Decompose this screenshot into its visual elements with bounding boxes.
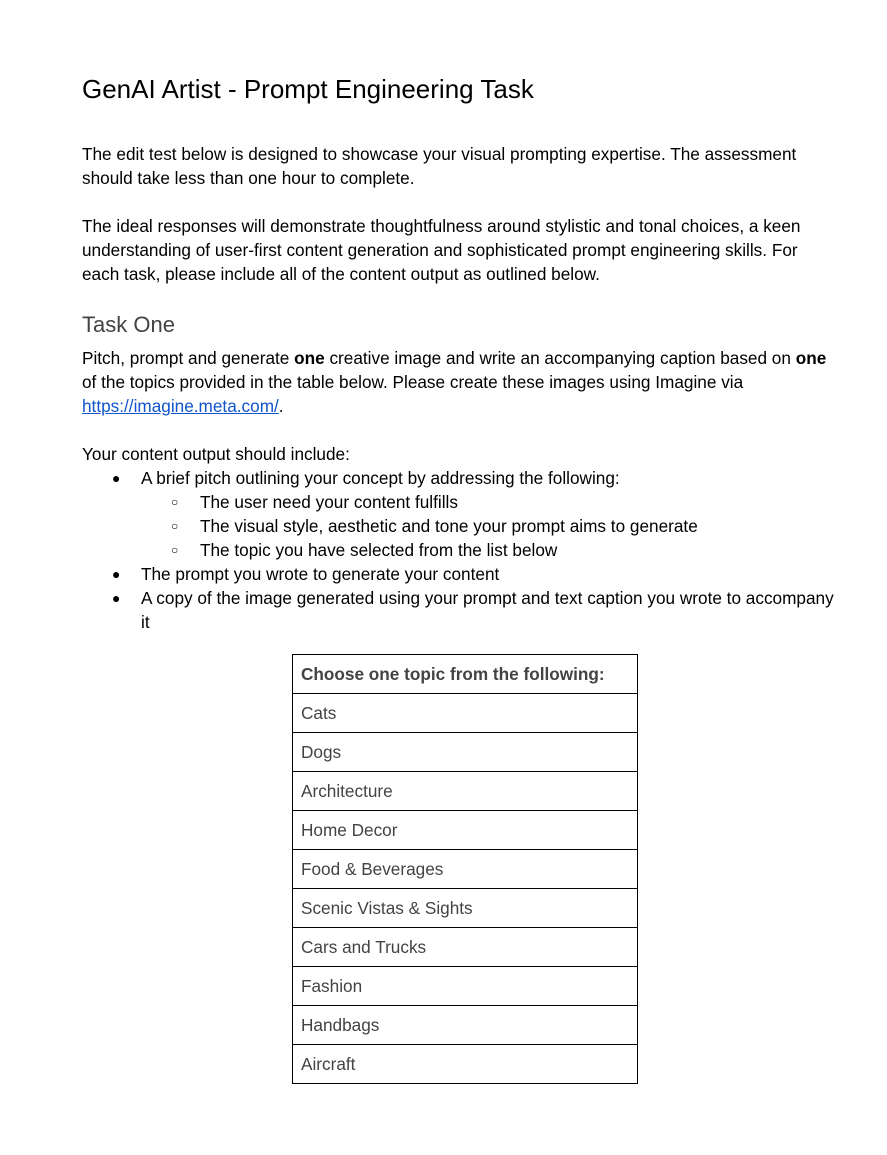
table-row (293, 772, 638, 811)
intro-paragraph-1: The edit test below is designed to showcase your visual prompting expertise. The assessment should take less than one hour to complete. (82, 144, 797, 188)
topic-cell: Scenic Vistas & Sights (293, 889, 638, 928)
list-item-text: A copy of the image generated using your prompt and text caption you wrote to accompany it (141, 588, 834, 632)
topic-cell: Handbags (293, 1006, 638, 1045)
table-row (293, 733, 638, 772)
table-row (293, 967, 638, 1006)
document-title: GenAI Artist - Prompt Engineering Task (82, 74, 534, 104)
table-header-row (293, 655, 638, 694)
circle-bullet-icon: ○ (171, 519, 179, 533)
task-text-part3: of the topics provided in the table below. Please create these images using Imagine via (82, 372, 744, 392)
circle-bullet-icon: ○ (171, 543, 179, 557)
topic-cell: Dogs (293, 733, 638, 772)
circle-bullet-icon: ○ (171, 495, 179, 509)
sub-list-item-text: The user need your content fulfills (200, 492, 458, 512)
table-row (293, 850, 638, 889)
output-list (82, 466, 837, 634)
topic-cell: Cars and Trucks (293, 928, 638, 967)
output-intro: Your content output should include: (82, 444, 350, 464)
list-item-text: The prompt you wrote to generate your content (141, 564, 500, 584)
list-item (82, 586, 837, 634)
topic-cell: Aircraft (293, 1045, 638, 1084)
topic-cell: Food & Beverages (293, 850, 638, 889)
bullet-icon: ● (112, 470, 121, 486)
table-row (293, 694, 638, 733)
list-item-text: A brief pitch outlining your concept by addressing the following: (141, 468, 620, 488)
sub-list (141, 490, 837, 562)
topic-cell: Fashion (293, 967, 638, 1006)
topic-cell: Home Decor (293, 811, 638, 850)
sub-list-item (141, 490, 837, 514)
intro-paragraph-2: The ideal responses will demonstrate thoughtfulness around stylistic and tonal choices, a keen understanding of user-first content generation and sophisticated prompt engineering skills. For each task, please include all of the content output as outlined below. (82, 216, 801, 284)
list-item (82, 466, 837, 562)
topic-cell: Cats (293, 694, 638, 733)
sub-list-item (141, 514, 837, 538)
sub-list-item (141, 538, 837, 562)
topics-table (292, 654, 638, 1084)
task-text-part1: Pitch, prompt and generate (82, 348, 295, 368)
task-one-paragraph (82, 346, 837, 418)
task-text-part4: . (278, 396, 284, 416)
sub-list-item-text: The topic you have selected from the list below (200, 540, 558, 560)
task-bold-one-1: one (294, 348, 325, 368)
task-bold-one-2: one (795, 348, 827, 368)
sub-list-item-text: The visual style, aesthetic and tone your prompt aims to generate (200, 516, 698, 536)
table-row (293, 928, 638, 967)
list-item (82, 562, 837, 586)
task-one-heading: Task One (82, 312, 175, 337)
table-row (293, 1006, 638, 1045)
topic-cell: Architecture (293, 772, 638, 811)
table-row (293, 1045, 638, 1084)
bullet-icon: ● (112, 566, 121, 582)
table-row (293, 811, 638, 850)
imagine-link[interactable]: https://imagine.meta.com/ (82, 396, 279, 416)
task-text-part2: creative image and write an accompanying caption based on (324, 348, 796, 368)
table-header-cell: Choose one topic from the following: (293, 655, 638, 694)
bullet-icon: ● (112, 590, 121, 606)
table-row (293, 889, 638, 928)
